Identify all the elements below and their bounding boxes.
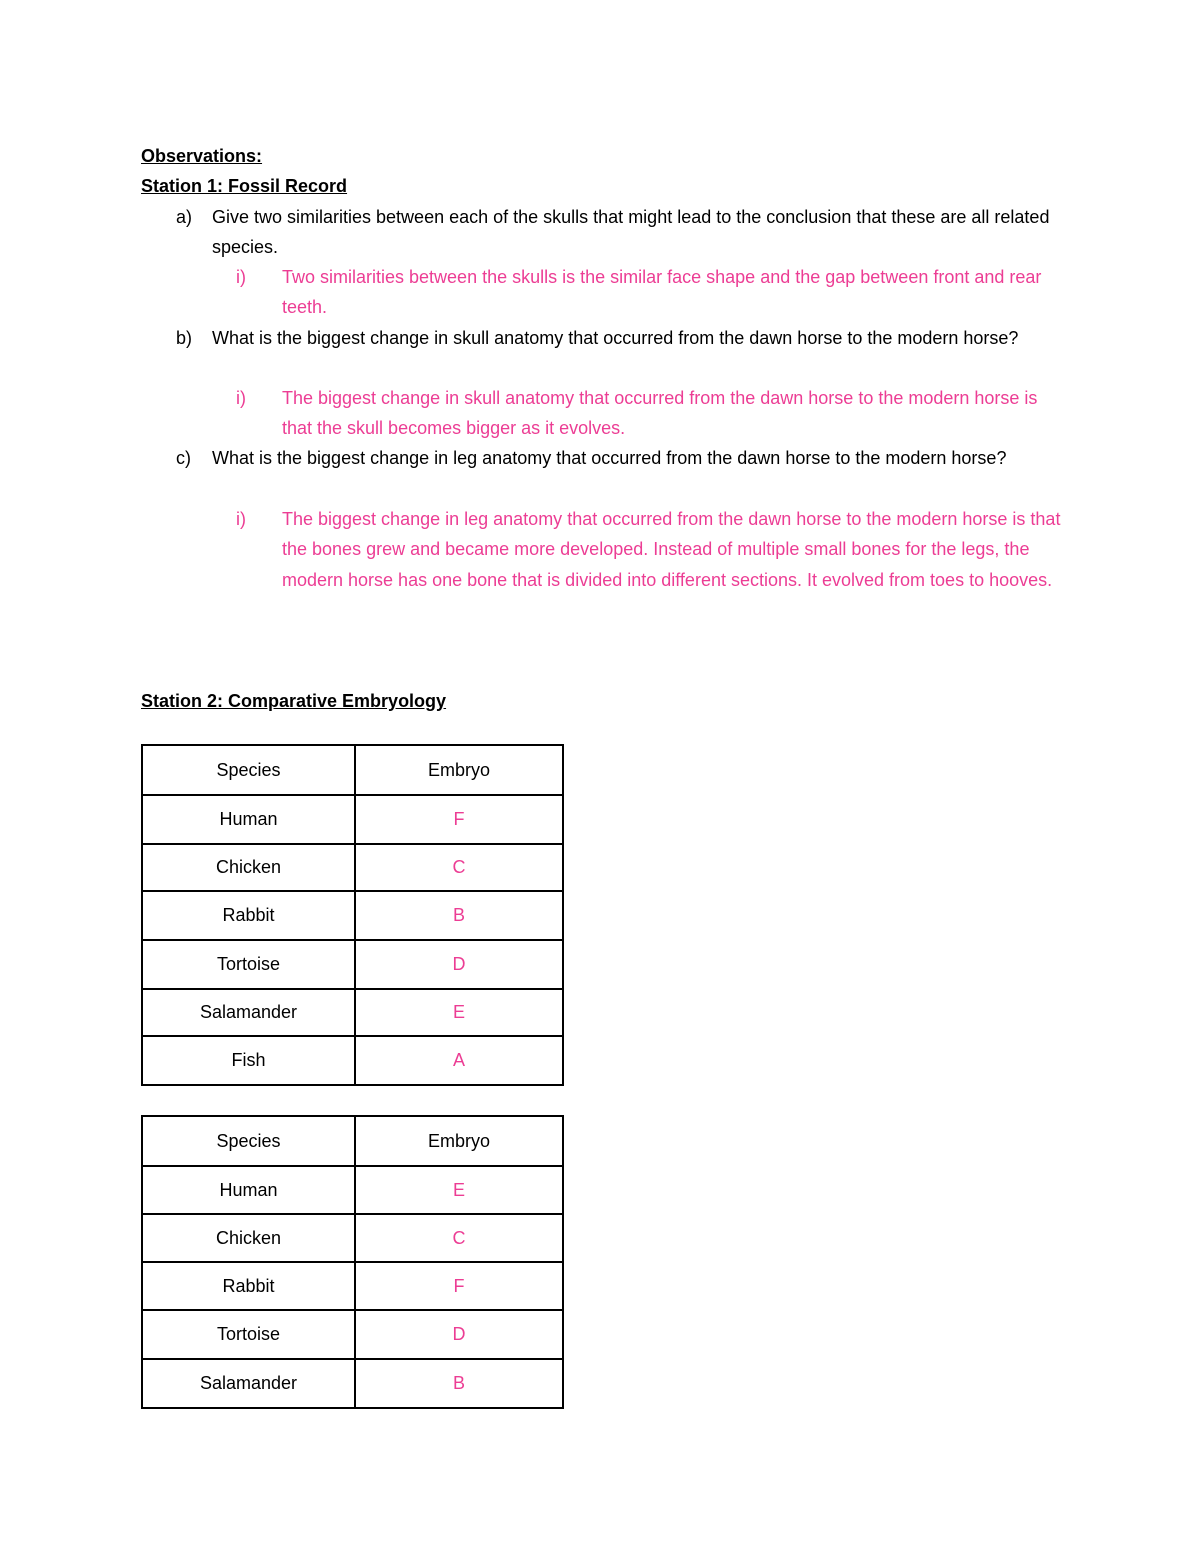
species-header: Species [142, 1116, 355, 1166]
answer-c-label: i) [236, 509, 246, 529]
table-row [142, 989, 563, 1036]
species-cell: Salamander [142, 1359, 355, 1408]
table-row [142, 891, 563, 940]
species-cell: Salamander [142, 989, 355, 1036]
embryo-cell: B [355, 891, 563, 940]
species-cell: Human [142, 1166, 355, 1214]
embryo-cell: E [355, 989, 563, 1036]
embryo-header: Embryo [355, 745, 563, 795]
answer-a-label: i) [236, 267, 246, 287]
species-cell: Tortoise [142, 1310, 355, 1359]
question-b-label: b) [176, 328, 193, 348]
species-cell: Tortoise [142, 940, 355, 989]
embryo-table-1 [141, 744, 564, 1086]
answer-c-text: The biggest change in leg anatomy that occurred from the dawn horse to the modern horse is that the bones grew and became more developed. Instead of multiple small bones for the legs, the modern horse has one bone that is divided into different sections. It evolved from toes to hooves. [282, 509, 1061, 590]
table-row [142, 1262, 563, 1310]
table-row [142, 1214, 563, 1262]
table-row [142, 844, 563, 891]
question-b-text: What is the biggest change in skull anatomy that occurred from the dawn horse to the modern horse? [212, 328, 1019, 348]
embryo-cell: F [355, 795, 563, 844]
species-cell: Human [142, 795, 355, 844]
species-cell: Rabbit [142, 891, 355, 940]
observations-heading: Observations: [141, 146, 263, 166]
embryo-cell: E [355, 1166, 563, 1214]
table-row [142, 1359, 563, 1408]
question-c-label: c) [176, 448, 191, 468]
station2-heading: Station 2: Comparative Embryology [141, 691, 447, 711]
answer-b-text: The biggest change in skull anatomy that occurred from the dawn horse to the modern horse is that the skull becomes bigger as it evolves. [282, 388, 1038, 439]
table-header-row [142, 745, 563, 795]
table-row [142, 1310, 563, 1359]
table-row [142, 795, 563, 844]
table-row [142, 1166, 563, 1214]
species-cell: Fish [142, 1036, 355, 1085]
embryo-cell: C [355, 844, 563, 891]
species-cell: Chicken [142, 1214, 355, 1262]
table-header-row [142, 1116, 563, 1166]
answer-a-text: Two similarities between the skulls is the similar face shape and the gap between front and rear teeth. [282, 267, 1042, 318]
embryo-cell: F [355, 1262, 563, 1310]
question-a-label: a) [176, 207, 193, 227]
embryo-cell: A [355, 1036, 563, 1085]
table-row [142, 940, 563, 989]
embryo-cell: C [355, 1214, 563, 1262]
answer-b-label: i) [236, 388, 246, 408]
table-row [142, 1036, 563, 1085]
species-cell: Chicken [142, 844, 355, 891]
question-c-text: What is the biggest change in leg anatomy that occurred from the dawn horse to the modern horse? [212, 448, 1007, 468]
station1-heading: Station 1: Fossil Record [141, 176, 348, 196]
embryo-cell: D [355, 940, 563, 989]
species-cell: Rabbit [142, 1262, 355, 1310]
species-header: Species [142, 745, 355, 795]
question-a-text: Give two similarities between each of the skulls that might lead to the conclusion that these are all related species. [212, 207, 1050, 258]
embryo-table-2 [141, 1115, 564, 1409]
embryo-header: Embryo [355, 1116, 563, 1166]
embryo-cell: D [355, 1310, 563, 1359]
embryo-cell: B [355, 1359, 563, 1408]
